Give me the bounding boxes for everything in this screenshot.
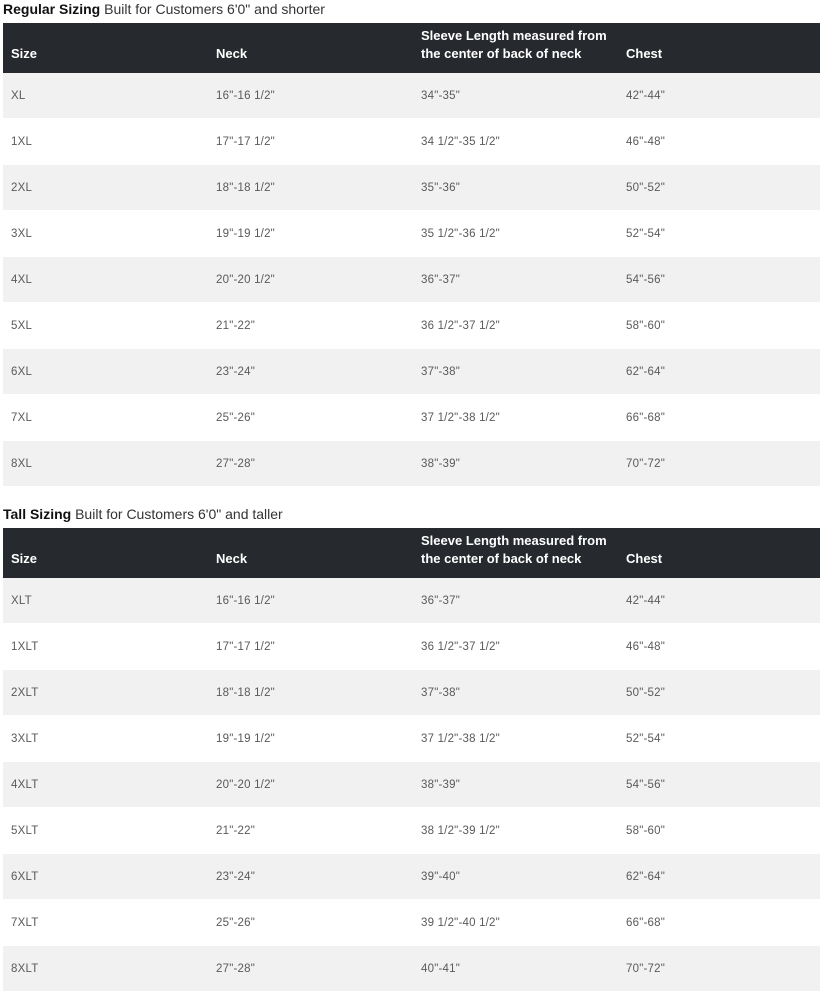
chest-cell: 50"-52" (618, 165, 820, 211)
neck-cell: 17"-17 1/2" (208, 119, 413, 165)
sleeve-header-line-1: Sleeve Length measured from (421, 533, 607, 548)
size-cell: 5XL (3, 303, 208, 349)
chest-column-header: Chest (618, 23, 820, 73)
sleeve-cell: 34"-35" (413, 73, 618, 119)
table-row (3, 808, 820, 854)
neck-cell: 18"-18 1/2" (208, 165, 413, 211)
chest-cell: 62"-64" (618, 854, 820, 900)
table-row (3, 165, 820, 211)
chest-cell: 58"-60" (618, 303, 820, 349)
regular-size-table (3, 23, 820, 487)
size-cell: 6XLT (3, 854, 208, 900)
table-row (3, 73, 820, 119)
table-row (3, 303, 820, 349)
neck-cell: 27"-28" (208, 441, 413, 487)
sleeve-cell: 37 1/2"-38 1/2" (413, 395, 618, 441)
sleeve-cell: 34 1/2"-35 1/2" (413, 119, 618, 165)
neck-cell: 20"-20 1/2" (208, 762, 413, 808)
sleeve-cell: 38"-39" (413, 762, 618, 808)
chest-cell: 42"-44" (618, 578, 820, 624)
table-row (3, 900, 820, 946)
chest-cell: 66"-68" (618, 395, 820, 441)
size-cell: 1XL (3, 119, 208, 165)
size-cell: XL (3, 73, 208, 119)
size-cell: 4XLT (3, 762, 208, 808)
size-cell: 3XL (3, 211, 208, 257)
regular-sizing-heading: Regular Sizing (3, 1, 101, 17)
neck-cell: 27"-28" (208, 946, 413, 992)
chest-cell: 54"-56" (618, 257, 820, 303)
table-row (3, 257, 820, 303)
table-row (3, 762, 820, 808)
size-column-header: Size (3, 23, 208, 73)
sleeve-cell: 36 1/2"-37 1/2" (413, 624, 618, 670)
sleeve-cell: 35"-36" (413, 165, 618, 211)
size-cell: 5XLT (3, 808, 208, 854)
size-cell: 8XLT (3, 946, 208, 992)
tall-sizing-heading: Tall Sizing (3, 506, 72, 522)
chest-cell: 54"-56" (618, 762, 820, 808)
tall-size-table (3, 528, 820, 992)
neck-cell: 25"-26" (208, 395, 413, 441)
size-cell: 1XLT (3, 624, 208, 670)
table-row (3, 946, 820, 992)
size-cell: 6XL (3, 349, 208, 395)
sleeve-cell: 37 1/2"-38 1/2" (413, 716, 618, 762)
neck-column-header: Neck (208, 528, 413, 578)
table-header-row (3, 23, 820, 73)
sleeve-cell: 36"-37" (413, 578, 618, 624)
size-cell: XLT (3, 578, 208, 624)
chest-cell: 62"-64" (618, 349, 820, 395)
chest-cell: 70"-72" (618, 946, 820, 992)
neck-cell: 16"-16 1/2" (208, 73, 413, 119)
neck-cell: 23"-24" (208, 349, 413, 395)
chest-cell: 52"-54" (618, 716, 820, 762)
table-row (3, 441, 820, 487)
chest-cell: 66"-68" (618, 900, 820, 946)
regular-sizing-title (3, 0, 325, 18)
size-column-header: Size (3, 528, 208, 578)
sleeve-cell: 35 1/2"-36 1/2" (413, 211, 618, 257)
neck-cell: 25"-26" (208, 900, 413, 946)
sleeve-cell: 39"-40" (413, 854, 618, 900)
size-cell: 4XL (3, 257, 208, 303)
size-cell: 8XL (3, 441, 208, 487)
table-row (3, 854, 820, 900)
neck-cell: 17"-17 1/2" (208, 624, 413, 670)
sleeve-column-header (413, 528, 618, 578)
table-header-row (3, 528, 820, 578)
chest-cell: 70"-72" (618, 441, 820, 487)
sleeve-header-line-2: the center of back of neck (421, 46, 582, 61)
sleeve-header-line-1: Sleeve Length measured from (421, 28, 607, 43)
table-row (3, 578, 820, 624)
sleeve-cell: 39 1/2"-40 1/2" (413, 900, 618, 946)
table-row (3, 119, 820, 165)
chest-cell: 42"-44" (618, 73, 820, 119)
neck-cell: 23"-24" (208, 854, 413, 900)
table-row (3, 624, 820, 670)
neck-cell: 16"-16 1/2" (208, 578, 413, 624)
neck-cell: 21"-22" (208, 808, 413, 854)
chest-cell: 46"-48" (618, 119, 820, 165)
sleeve-cell: 36"-37" (413, 257, 618, 303)
neck-column-header: Neck (208, 23, 413, 73)
chest-cell: 58"-60" (618, 808, 820, 854)
tall-sizing-title (3, 505, 283, 523)
neck-cell: 19"-19 1/2" (208, 716, 413, 762)
sleeve-cell: 36 1/2"-37 1/2" (413, 303, 618, 349)
neck-cell: 18"-18 1/2" (208, 670, 413, 716)
size-cell: 7XL (3, 395, 208, 441)
neck-cell: 21"-22" (208, 303, 413, 349)
sleeve-cell: 37"-38" (413, 670, 618, 716)
size-cell: 2XLT (3, 670, 208, 716)
table-row (3, 716, 820, 762)
chest-cell: 52"-54" (618, 211, 820, 257)
table-row (3, 670, 820, 716)
table-row (3, 349, 820, 395)
table-row (3, 395, 820, 441)
sleeve-column-header (413, 23, 618, 73)
tall-sizing-subtitle: Built for Customers 6'0" and taller (71, 506, 283, 522)
size-cell: 2XL (3, 165, 208, 211)
chest-column-header: Chest (618, 528, 820, 578)
chest-cell: 46"-48" (618, 624, 820, 670)
table-row (3, 211, 820, 257)
sleeve-cell: 40"-41" (413, 946, 618, 992)
sleeve-cell: 37"-38" (413, 349, 618, 395)
neck-cell: 20"-20 1/2" (208, 257, 413, 303)
chest-cell: 50"-52" (618, 670, 820, 716)
sleeve-cell: 38 1/2"-39 1/2" (413, 808, 618, 854)
regular-sizing-subtitle: Built for Customers 6'0" and shorter (100, 1, 325, 17)
sleeve-header-line-2: the center of back of neck (421, 551, 582, 566)
size-cell: 3XLT (3, 716, 208, 762)
size-cell: 7XLT (3, 900, 208, 946)
sleeve-cell: 38"-39" (413, 441, 618, 487)
neck-cell: 19"-19 1/2" (208, 211, 413, 257)
